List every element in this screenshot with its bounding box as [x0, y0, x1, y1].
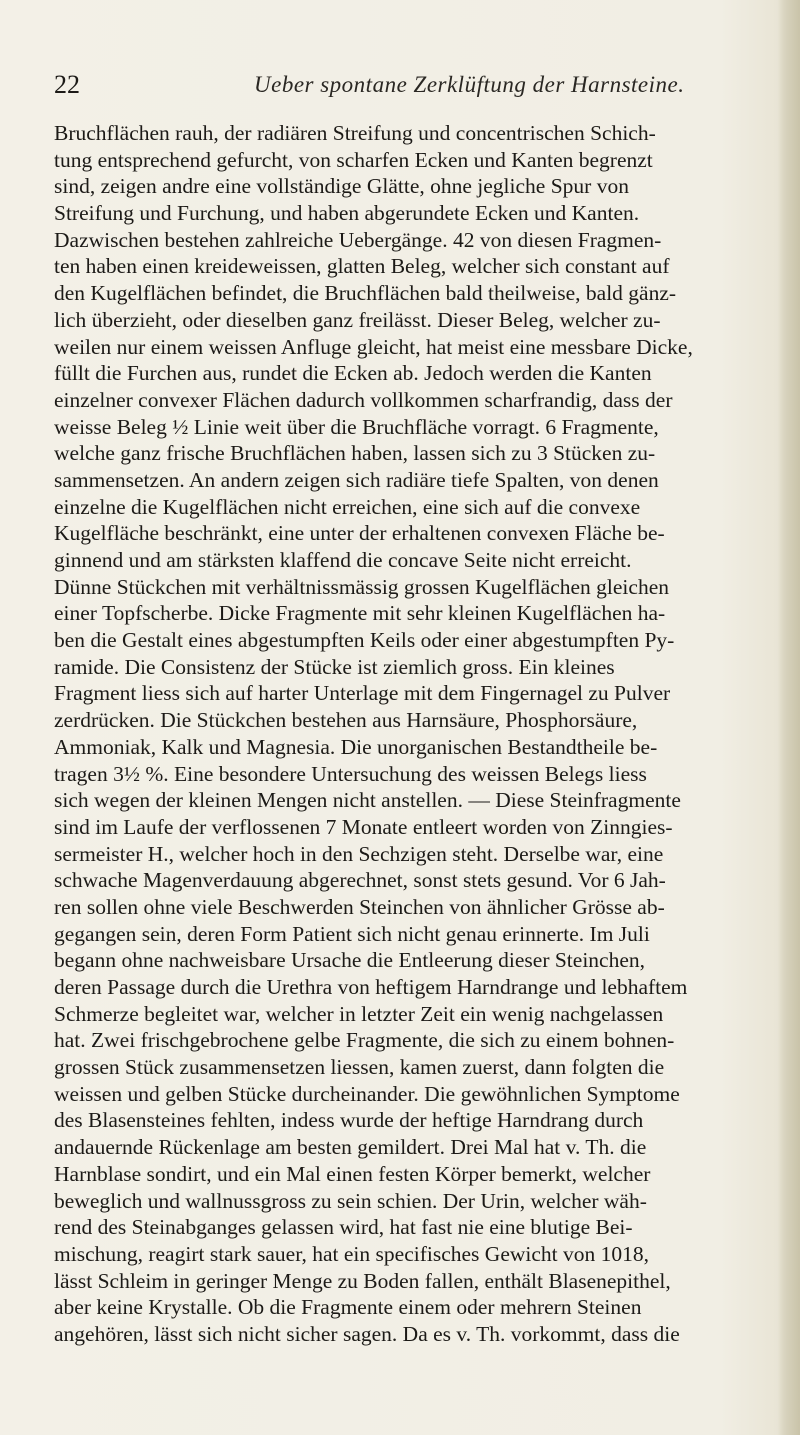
- text-line: gegangen sein, deren Form Patient sich nicht genau erinnerte. Im Juli: [54, 921, 650, 946]
- text-line: ramide. Die Consistenz der Stücke ist ziemlich gross. Ein kleines: [54, 654, 615, 679]
- text-line: tung entsprechend gefurcht, von scharfen Ecken und Kanten begrenzt: [54, 147, 653, 172]
- text-line: schwache Magenverdauung abgerechnet, sonst stets gesund. Vor 6 Jah-: [54, 868, 666, 893]
- text-line: sind im Laufe der verflossenen 7 Monate entleert worden von Zinngies-: [54, 814, 673, 839]
- text-line: einzelner convexer Flächen dadurch vollkommen scharfrandig, dass der: [54, 387, 673, 412]
- text-line: sammensetzen. An andern zeigen sich radiäre tiefe Spalten, von denen: [54, 467, 659, 492]
- text-line: Schmerze begleitet war, welcher in letzter Zeit ein wenig nachgelassen: [54, 1001, 664, 1026]
- text-line: angehören, lässt sich nicht sicher sagen. Da es v. Th. vorkommt, dass die: [54, 1321, 680, 1346]
- text-line: deren Passage durch die Urethra von heftigem Harndrange und lebhaftem: [54, 975, 688, 999]
- text-line: ginnend und am stärksten klaffend die concave Seite nicht erreicht.: [54, 548, 632, 572]
- text-line: Ammoniak, Kalk und Magnesia. Die unorganischen Bestandtheile be-: [54, 734, 658, 759]
- body-text: [54, 120, 758, 1348]
- text-line: zerdrücken. Die Stückchen bestehen aus Harnsäure, Phosphorsäure,: [54, 708, 638, 733]
- text-line: andauernde Rückenlage am besten gemildert. Drei Mal hat v. Th. die: [54, 1135, 647, 1160]
- text-line: ben die Gestalt eines abgestumpften Keils oder einer abgestumpften Py-: [54, 628, 675, 653]
- text-line: Bruchflächen rauh, der radiären Streifung und concentrischen Schich-: [54, 121, 656, 145]
- text-line: tragen 3½ %. Eine besondere Untersuchung des weissen Belegs liess: [54, 761, 647, 786]
- text-line: Streifung und Furchung, und haben abgerundete Ecken und Kanten.: [54, 201, 640, 226]
- text-line: Dünne Stückchen mit verhältnissmässig grossen Kugelflächen gleichen: [54, 574, 669, 599]
- text-line: einer Topfscherbe. Dicke Fragmente mit sehr kleinen Kugelflächen ha-: [54, 601, 666, 626]
- text-line: sind, zeigen andre eine vollständige Glätte, ohne jegliche Spur von: [54, 174, 629, 199]
- text-line: weissen und gelben Stücke durcheinander. Die gewöhnlichen Symptome: [54, 1081, 680, 1106]
- text-line: lässt Schleim in geringer Menge zu Boden fallen, enthält Blasenepithel,: [54, 1268, 671, 1293]
- text-line: ren sollen ohne viele Beschwerden Steinchen von ähnlicher Grösse ab-: [54, 894, 665, 919]
- text-line: weilen nur einem weissen Anfluge gleicht, hat meist eine messbare Dicke,: [54, 334, 693, 359]
- text-line: füllt die Furchen aus, rundet die Ecken ab. Jedoch werden die Kanten: [54, 361, 652, 386]
- text-line: Fragment liess sich auf harter Unterlage mit dem Fingernagel zu Pulver: [54, 681, 671, 706]
- page-number: 22: [54, 70, 80, 99]
- page-edge-shadow: [778, 0, 800, 1435]
- text-line: Harnblase sondirt, und ein Mal einen festen Körper bemerkt, welcher: [54, 1161, 651, 1186]
- text-line: sich wegen der kleinen Mengen nicht anstellen. — Diese Steinfragmente: [54, 788, 681, 813]
- text-line: aber keine Krystalle. Ob die Fragmente einem oder mehrern Steinen: [54, 1295, 642, 1320]
- text-line: begann ohne nachweisbare Ursache die Entleerung dieser Steinchen,: [54, 948, 646, 973]
- text-line: grossen Stück zusammensetzen liessen, kamen zuerst, dann folgten die: [54, 1055, 665, 1080]
- text-line: welche ganz frische Bruchflächen haben, lassen sich zu 3 Stücken zu-: [54, 441, 656, 466]
- text-line: Dazwischen bestehen zahlreiche Uebergänge. 42 von diesen Fragmen-: [54, 227, 662, 252]
- text-line: mischung, reagirt stark sauer, hat ein specifisches Gewicht von 1018,: [54, 1241, 649, 1266]
- text-line: einzelne die Kugelflächen nicht erreichen, eine sich auf die convexe: [54, 494, 641, 519]
- text-line: ten haben einen kreideweissen, glatten Beleg, welcher sich constant auf: [54, 254, 670, 279]
- page-header: [54, 70, 754, 100]
- text-line: Kugelfläche beschränkt, eine unter der erhaltenen convexen Fläche be-: [54, 521, 665, 546]
- text-line: sermeister H., welcher hoch in den Sechzigen steht. Derselbe war, eine: [54, 841, 664, 866]
- text-line: weisse Beleg ½ Linie weit über die Bruchfläche vorragt. 6 Fragmente,: [54, 414, 659, 439]
- text-line: beweglich und wallnussgross zu sein schien. Der Urin, welcher wäh-: [54, 1188, 647, 1213]
- text-line: des Blasensteines fehlten, indess wurde der heftige Harndrang durch: [54, 1108, 644, 1133]
- text-line: hat. Zwei frischgebrochene gelbe Fragmente, die sich zu einem bohnen-: [54, 1028, 675, 1053]
- text-line: den Kugelflächen befindet, die Bruchflächen bald theilweise, bald gänz-: [54, 281, 677, 306]
- text-line: lich überzieht, oder dieselben ganz freilässt. Dieser Beleg, welcher zu-: [54, 307, 661, 332]
- running-title: Ueber spontane Zerklüftung der Harnsteine.: [254, 72, 685, 97]
- text-line: rend des Steinabganges gelassen wird, hat fast nie eine blutige Bei-: [54, 1215, 633, 1240]
